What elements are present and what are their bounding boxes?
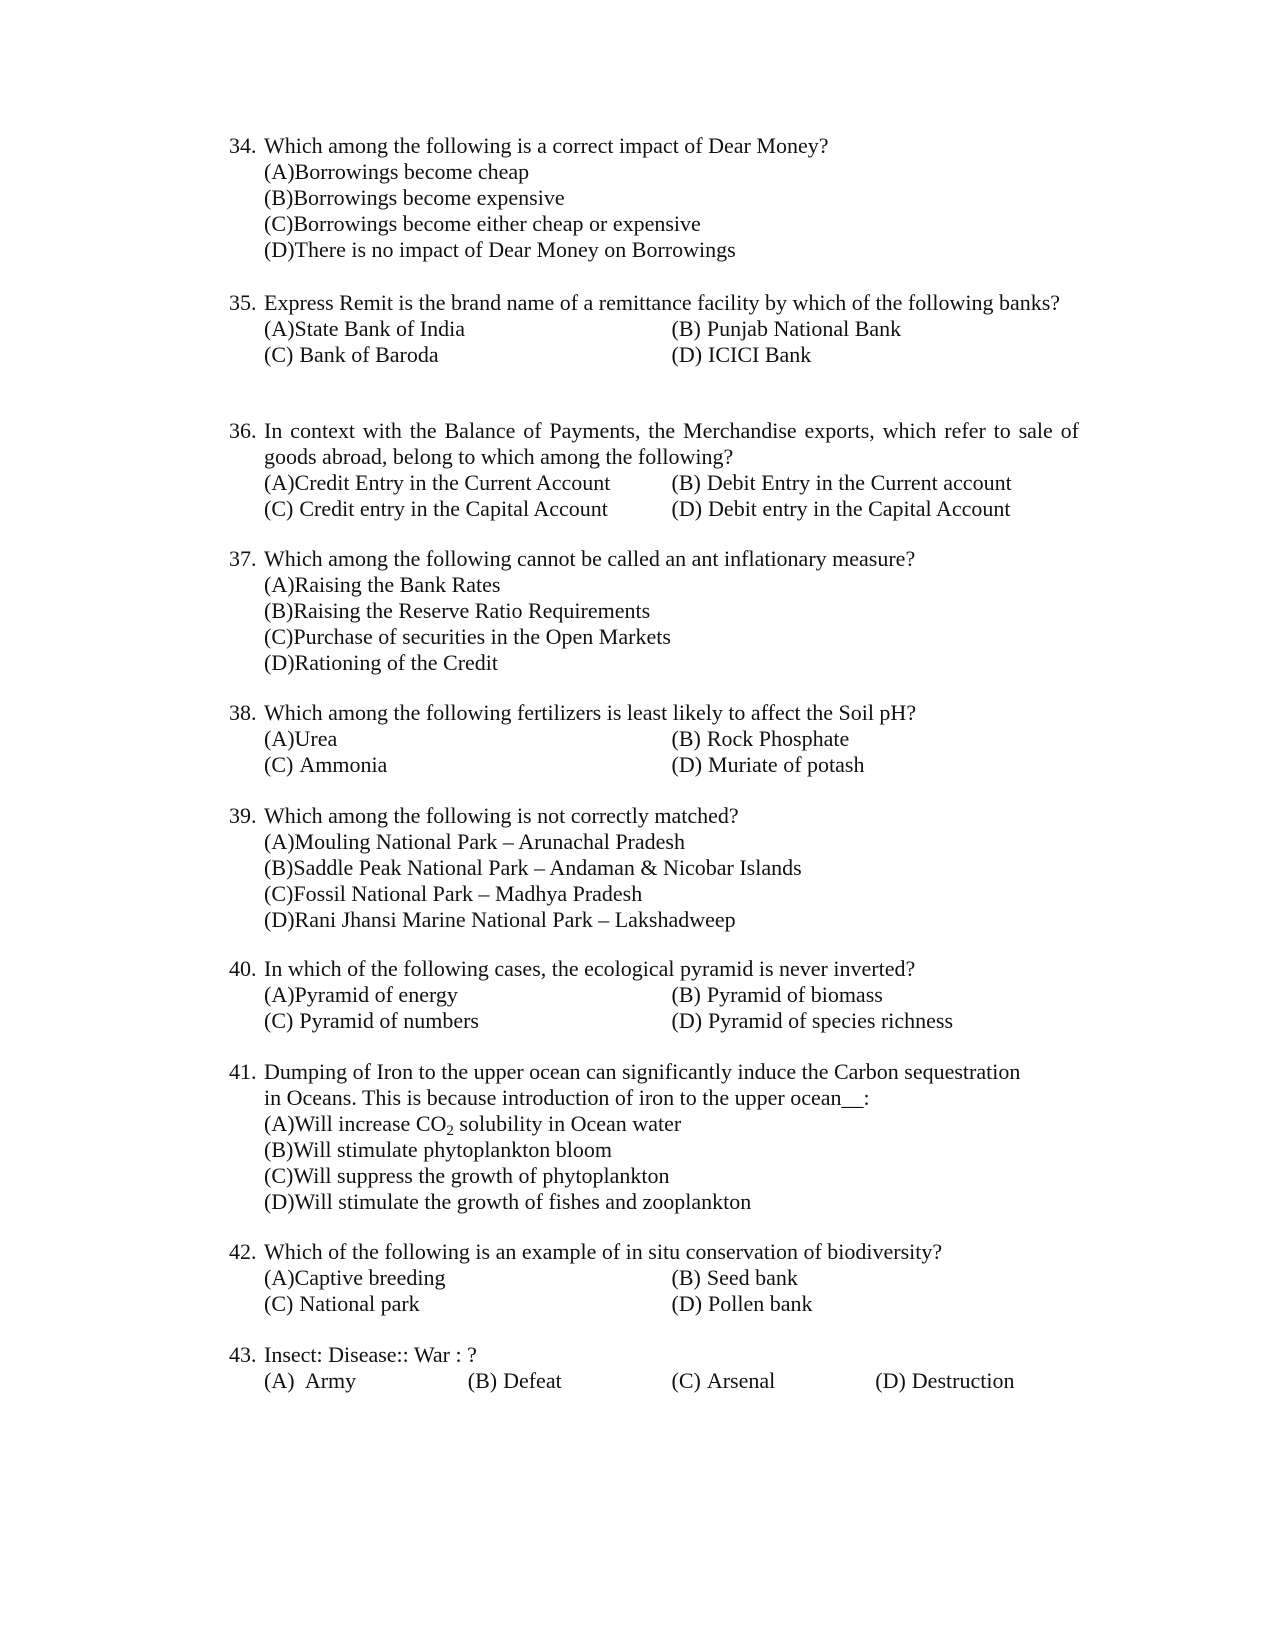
option-d: (D) Pollen bank	[671, 1291, 813, 1316]
option-list	[229, 470, 1079, 522]
option-c: (C) Pyramid of numbers	[264, 1008, 479, 1033]
question-stem	[229, 1239, 1079, 1265]
question-number: 39.	[229, 803, 257, 828]
question-35	[229, 290, 1079, 368]
question-text: Insect: Disease:: War : ?	[264, 1342, 477, 1367]
question-number: 34.	[229, 133, 257, 158]
option-a: (A) Urea	[264, 726, 338, 751]
option-list	[229, 1111, 1079, 1215]
option-list	[229, 829, 1079, 933]
option-list	[229, 1265, 1079, 1317]
option-a: (A) State Bank of India	[264, 316, 466, 341]
question-stem	[229, 546, 1079, 572]
option-c: (C) Credit entry in the Capital Account	[264, 496, 608, 521]
question-36	[229, 418, 1079, 522]
option-a: (A) Pyramid of energy	[264, 982, 458, 1007]
question-41	[229, 1059, 1079, 1215]
question-number: 42.	[229, 1239, 257, 1264]
question-number: 38.	[229, 700, 257, 725]
question-text: In context with the Balance of Payments, the Merchandise exports, which refer to sale of goods abroad, belong to which among the following?	[264, 418, 1079, 469]
option-c: (C) Will suppress the growth of phytoplankton	[264, 1163, 670, 1188]
question-stem	[229, 1059, 1079, 1111]
option-list	[229, 159, 1079, 263]
option-a: (A) Army	[264, 1368, 357, 1393]
question-42	[229, 1239, 1079, 1317]
question-stem	[229, 418, 1079, 470]
option-b: (B) Debit Entry in the Current account	[671, 470, 1012, 495]
option-b: (B) Will stimulate phytoplankton bloom	[264, 1137, 613, 1162]
option-b: (B) Seed bank	[671, 1265, 798, 1290]
option-list	[229, 982, 1079, 1034]
question-34	[229, 133, 1079, 263]
option-b: (B) Raising the Reserve Ratio Requirements	[264, 598, 651, 623]
option-a: (A) Credit Entry in the Current Account	[264, 470, 611, 495]
option-d: (D) Muriate of potash	[671, 752, 865, 777]
option-c: (C) National park	[264, 1291, 420, 1316]
question-37	[229, 546, 1079, 676]
question-stem	[229, 803, 1079, 829]
option-d: (D) Rationing of the Credit	[264, 650, 499, 675]
question-number: 40.	[229, 956, 257, 981]
option-d: (D) Destruction	[875, 1368, 1015, 1393]
question-number: 36.	[229, 418, 257, 443]
option-c: (C) Purchase of securities in the Open Markets	[264, 624, 671, 649]
option-c: (C) Fossil National Park – Madhya Pradesh	[264, 881, 643, 906]
question-text: Which among the following is not correctly matched?	[264, 803, 739, 828]
option-d: (D) ICICI Bank	[671, 342, 812, 367]
question-number: 43.	[229, 1342, 257, 1367]
option-b: (B) Defeat	[467, 1368, 562, 1393]
option-d: (D) Rani Jhansi Marine National Park – Lakshadweep	[264, 907, 736, 932]
question-number: 41.	[229, 1059, 257, 1084]
option-b: (B) Punjab National Bank	[671, 316, 902, 341]
question-40	[229, 956, 1079, 1034]
question-text: Which among the following cannot be called an ant inflationary measure?	[264, 546, 916, 571]
question-38	[229, 700, 1079, 778]
question-stem	[229, 133, 1079, 159]
option-a: (A) Will increase $CO_2$ solubility in Ocean water	[264, 1111, 682, 1139]
option-list	[229, 316, 1079, 368]
option-b: (B) Borrowings become expensive	[264, 185, 565, 210]
question-text: Express Remit is the brand name of a remittance facility by which of the following banks?	[264, 290, 1061, 315]
option-list	[229, 572, 1079, 676]
option-d: (D) Will stimulate the growth of fishes and zooplankton	[264, 1189, 752, 1214]
option-d: (D) There is no impact of Dear Money on Borrowings	[264, 237, 736, 262]
option-a: (A) Captive breeding	[264, 1265, 446, 1290]
option-a: (A) Raising the Bank Rates	[264, 572, 501, 597]
question-stem	[229, 1342, 1079, 1368]
question-43	[229, 1342, 1079, 1394]
option-list	[229, 1368, 1079, 1394]
question-stem	[229, 700, 1079, 726]
option-d: (D) Debit entry in the Capital Account	[671, 496, 1011, 521]
question-stem	[229, 956, 1079, 982]
option-a: (A) Mouling National Park – Arunachal Pradesh	[264, 829, 685, 854]
question-text: Which among the following is a correct impact of Dear Money?	[264, 133, 829, 158]
question-stem	[229, 290, 1079, 316]
option-c: (C) Bank of Baroda	[264, 342, 439, 367]
question-text: Which of the following is an example of in situ conservation of biodiversity?	[264, 1239, 943, 1264]
option-b: (B) Saddle Peak National Park – Andaman & Nicobar Islands	[264, 855, 802, 880]
option-b: (B) Pyramid of biomass	[671, 982, 883, 1007]
question-number: 37.	[229, 546, 257, 571]
question-text: Which among the following fertilizers is least likely to affect the Soil pH?	[264, 700, 917, 725]
question-39	[229, 803, 1079, 933]
option-a: (A) Borrowings become cheap	[264, 159, 530, 184]
option-d: (D) Pyramid of species richness	[671, 1008, 954, 1033]
question-number: 35.	[229, 290, 257, 315]
option-list	[229, 726, 1079, 778]
option-b: (B) Rock Phosphate	[671, 726, 850, 751]
option-c: (C) Arsenal	[671, 1368, 776, 1393]
question-text: Dumping of Iron to the upper ocean can significantly induce the Carbon sequestration in Oceans. This is because introduction of iron to the upper ocean__:	[264, 1059, 1021, 1110]
option-c: (C) Borrowings become either cheap or expensive	[264, 211, 701, 236]
option-c: (C) Ammonia	[264, 752, 388, 777]
question-text: In which of the following cases, the ecological pyramid is never inverted?	[264, 956, 916, 981]
